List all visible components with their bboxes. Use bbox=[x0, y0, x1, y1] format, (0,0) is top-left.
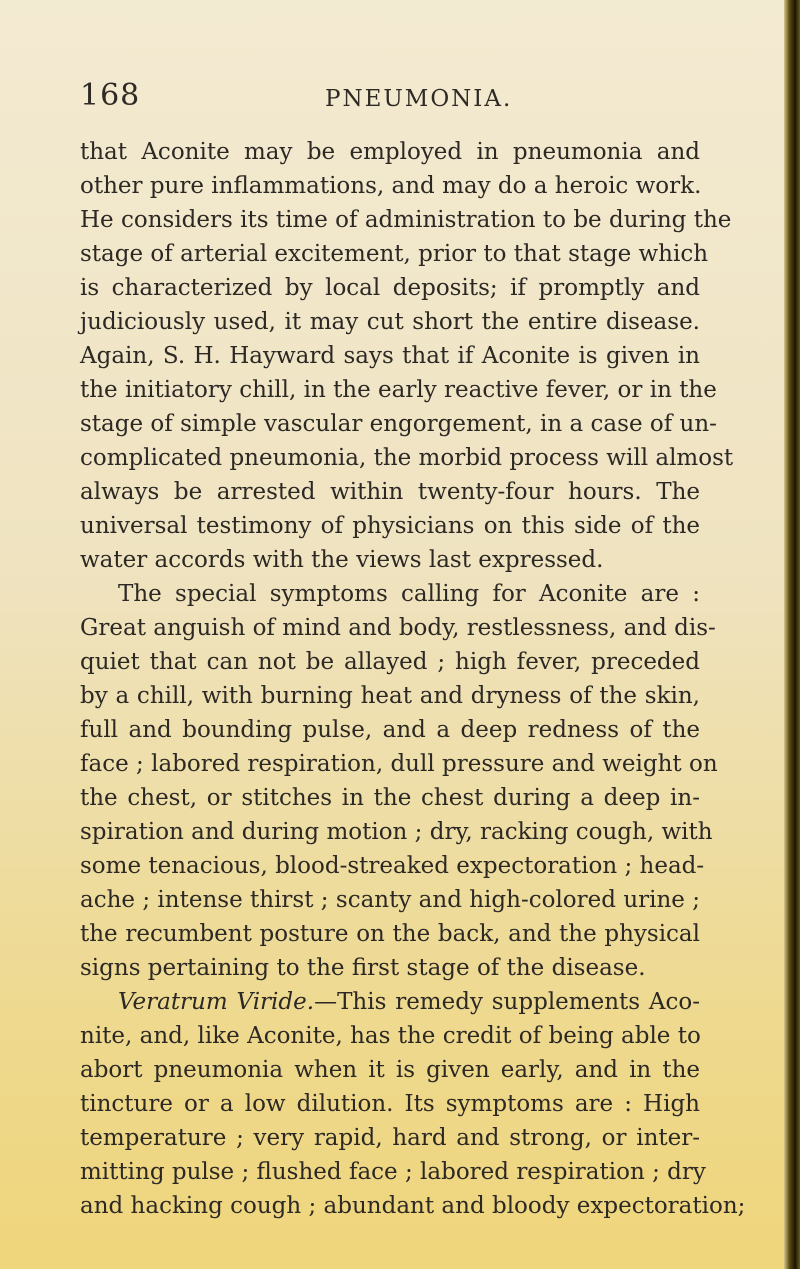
text-line: quiet that can not be allayed ; high fever, preceded bbox=[80, 649, 700, 675]
text-line: universal testimony of physicians on this side of the bbox=[80, 513, 700, 539]
text-line: the recumbent posture on the back, and the physical bbox=[80, 921, 700, 947]
text-line: The special symptoms calling for Aconite are : bbox=[118, 581, 700, 607]
text-line: some tenacious, blood-streaked expectoration ; head- bbox=[80, 853, 705, 879]
page-edge-shadow bbox=[784, 0, 800, 1269]
text-line: He considers its time of administration to be during the bbox=[80, 207, 732, 233]
text-line: and hacking cough ; abundant and bloody expectoration; bbox=[80, 1193, 746, 1219]
running-head bbox=[80, 76, 720, 116]
text-line: stage of arterial excitement, prior to that stage which bbox=[80, 241, 709, 267]
text-line: by a chill, with burning heat and dryness of the skin, bbox=[80, 683, 700, 709]
text-line: face ; labored respiration, dull pressure and weight on bbox=[80, 751, 718, 777]
text-line: temperature ; very rapid, hard and strong, or inter- bbox=[80, 1125, 700, 1151]
text-line: Again, S. H. Hayward says that if Aconite is given in bbox=[80, 343, 700, 369]
text-line: nite, and, like Aconite, has the credit of being able to bbox=[80, 1023, 701, 1049]
text-line: is characterized by local deposits; if promptly and bbox=[80, 275, 700, 301]
text-line: mitting pulse ; flushed face ; labored respiration ; dry bbox=[80, 1159, 706, 1185]
body-text bbox=[80, 135, 746, 1223]
text-line: other pure inflammations, and may do a heroic work. bbox=[80, 173, 702, 199]
text-line: judiciously used, it may cut short the entire disease. bbox=[80, 309, 700, 335]
text-line: stage of simple vascular engorgement, in a case of un- bbox=[80, 411, 717, 437]
text-line: abort pneumonia when it is given early, and in the bbox=[80, 1057, 700, 1083]
running-title: PNEUMONIA. bbox=[325, 86, 513, 112]
text-line: complicated pneumonia, the morbid process will almost bbox=[80, 445, 734, 471]
page-number: 168 bbox=[80, 78, 141, 113]
text-line: water accords with the views last expressed. bbox=[80, 547, 604, 573]
text-line: spiration and during motion ; dry, racking cough, with bbox=[80, 819, 713, 845]
text-line: Great anguish of mind and body, restlessness, and dis- bbox=[80, 615, 716, 641]
text-line: the chest, or stitches in the chest during a deep in- bbox=[80, 785, 700, 811]
text-line: signs pertaining to the first stage of the disease. bbox=[80, 955, 646, 981]
text-line bbox=[80, 985, 700, 1019]
section-heading-rest: —This remedy supplements Aco- bbox=[314, 989, 700, 1015]
text-line: always be arrested within twenty-four hours. The bbox=[80, 479, 700, 505]
text-line: ache ; intense thirst ; scanty and high-colored urine ; bbox=[80, 887, 700, 913]
text-line: tincture or a low dilution. Its symptoms are : High bbox=[80, 1091, 700, 1117]
text-line: the initiatory chill, in the early reactive fever, or in the bbox=[80, 377, 717, 403]
text-line: full and bounding pulse, and a deep redness of the bbox=[80, 717, 700, 743]
text-line: that Aconite may be employed in pneumonia and bbox=[80, 139, 700, 165]
section-heading-veratrum: Veratrum Viride. bbox=[118, 989, 315, 1015]
